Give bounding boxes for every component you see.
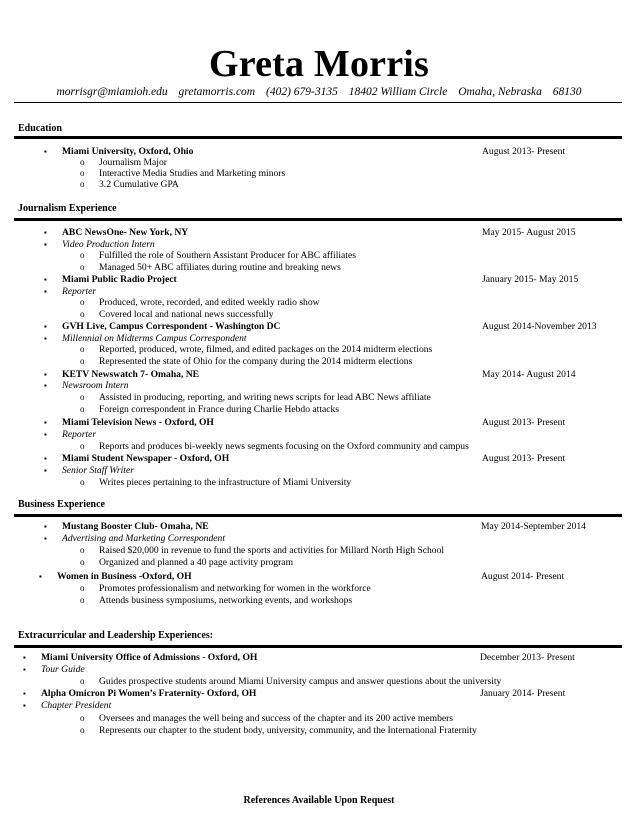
item-text: Journalism Major [99, 157, 167, 168]
item-text: Represented the state of Ohio for the company during the 2014 midterm elections [99, 356, 413, 367]
list-item [0, 700, 638, 711]
sub-list-item [0, 344, 638, 355]
bullet-square-icon: ▪ [44, 381, 47, 390]
section-title: Journalism Experience [18, 203, 117, 214]
sub-list-item [0, 297, 638, 308]
section-title: Extracurricular and Leadership Experiences: [18, 630, 214, 641]
sub-list-item [0, 404, 638, 415]
list-item [0, 652, 638, 663]
bullet-square-icon: ▪ [23, 665, 26, 674]
item-text: Raised $20,000 in revenue to fund the sports and activities for Millard North High School [99, 545, 445, 556]
item-text: Senior Staff Writer [62, 465, 134, 476]
date-range: January 2014- Present [480, 688, 566, 699]
item-text: Managed 50+ ABC affiliates during routine and breaking news [99, 262, 341, 273]
bullet-square-icon: ▪ [23, 701, 26, 710]
item-text: Video Production Intern [62, 239, 155, 250]
sub-list-item [0, 713, 638, 724]
list-item [0, 286, 638, 297]
section-rule [14, 218, 622, 221]
list-item [0, 533, 638, 544]
date-range: May 2014-September 2014 [481, 521, 586, 532]
bullet-circle-icon: o [80, 262, 85, 272]
list-item [0, 688, 638, 699]
sub-list-item [0, 392, 638, 403]
date-range: August 2014-November 2013 [482, 321, 597, 332]
item-text: Miami University Office of Admissions - Oxford, OH [41, 652, 258, 663]
item-text: Promotes professionalism and networking for women in the workforce [99, 583, 371, 594]
date-range: May 2015- August 2015 [482, 227, 576, 238]
sub-list-item [0, 595, 638, 606]
sub-list-item [0, 250, 638, 261]
sub-list-item [0, 168, 638, 179]
list-item [0, 521, 638, 532]
sub-list-item [0, 179, 638, 190]
bullet-square-icon: ▪ [39, 572, 42, 581]
contact-line [0, 86, 638, 99]
item-text: Reporter [62, 286, 97, 297]
item-text: Guides prospective students around Miami University campus and answer questions about the university [99, 676, 502, 687]
bullet-square-icon: ▪ [44, 454, 47, 463]
list-item [0, 664, 638, 675]
zip-code: 68130 [552, 86, 582, 98]
date-range: August 2013- Present [482, 417, 566, 428]
item-text: Tour Guide [41, 664, 85, 675]
sub-list-item [0, 157, 638, 168]
bullet-circle-icon: o [80, 477, 85, 487]
bullet-square-icon: ▪ [44, 418, 47, 427]
section-rule [14, 136, 622, 139]
website[interactable]: gretamorris.com [178, 86, 256, 98]
sub-list-item [0, 725, 638, 736]
bullet-circle-icon: o [80, 179, 85, 189]
bullet-square-icon: ▪ [44, 334, 47, 343]
bullet-circle-icon: o [80, 557, 85, 567]
bullet-circle-icon: o [80, 356, 85, 366]
list-item [0, 227, 638, 238]
list-item [0, 333, 638, 344]
item-text: Reported, produced, wrote, filmed, and edited packages on the 2014 midterm elections [99, 344, 433, 355]
bullet-circle-icon: o [80, 583, 85, 593]
sub-list-item [0, 309, 638, 320]
item-text: 3.2 Cumulative GPA [99, 179, 179, 190]
date-range: December 2013- Present [480, 652, 575, 663]
item-text: Foreign correspondent in France during Charlie Hebdo attacks [99, 404, 340, 415]
bullet-square-icon: ▪ [44, 287, 47, 296]
item-text: KETV Newswatch 7- Omaha, NE [62, 369, 200, 380]
item-text: Attends business symposiums, networking events, and workshops [99, 595, 353, 606]
bullet-square-icon: ▪ [23, 689, 26, 698]
list-item [0, 417, 638, 428]
item-text: Writes pieces pertaining to the infrastructure of Miami University [99, 477, 352, 488]
header-divider [14, 102, 622, 103]
bullet-circle-icon: o [80, 250, 85, 260]
list-item [0, 465, 638, 476]
date-range: August 2013- Present [482, 453, 566, 464]
bullet-circle-icon: o [80, 676, 85, 686]
item-text: Chapter President [41, 700, 112, 711]
list-item [0, 380, 638, 391]
item-text: Fulfilled the role of Southern Assistant Producer for ABC affiliates [99, 250, 356, 261]
item-text: Mustang Booster Club- Omaha, NE [62, 521, 209, 532]
bullet-circle-icon: o [80, 392, 85, 402]
item-text: Produced, wrote, recorded, and edited weekly radio show [99, 297, 320, 308]
sub-list-item [0, 262, 638, 273]
item-text: Miami University, Oxford, Ohio [62, 146, 194, 157]
item-text: Oversees and manages the well being and success of the chapter and its 200 active members [99, 713, 454, 724]
item-text: Newsroom Intern [62, 380, 129, 391]
bullet-square-icon: ▪ [44, 228, 47, 237]
item-text: Organized and planned a 40 page activity program [99, 557, 294, 568]
sub-list-item [0, 676, 638, 687]
item-text: Alpha Omicron Pi Women’s Fraternity- Oxford, OH [41, 688, 257, 699]
bullet-circle-icon: o [80, 297, 85, 307]
email[interactable]: morrisgr@miamioh.edu [56, 86, 168, 98]
section-rule [14, 645, 622, 648]
bullet-circle-icon: o [80, 545, 85, 555]
date-range: May 2014- August 2014 [482, 369, 576, 380]
item-text: Covered local and national news successfully [99, 309, 274, 320]
phone: (402) 679-3135 [265, 86, 338, 98]
bullet-circle-icon: o [80, 309, 85, 319]
list-item [0, 321, 638, 332]
bullet-square-icon: ▪ [44, 147, 47, 156]
sub-list-item [0, 356, 638, 367]
list-item [0, 571, 638, 582]
sub-list-item [0, 545, 638, 556]
date-range: January 2015- May 2015 [482, 274, 579, 285]
item-text: Advertising and Marketing Correspondent [62, 533, 225, 544]
sub-list-item [0, 583, 638, 594]
bullet-square-icon: ▪ [44, 370, 47, 379]
sub-list-item [0, 441, 638, 452]
date-range: August 2014- Present [481, 571, 565, 582]
item-text: Millennial on Midterms Campus Correspondent [62, 333, 247, 344]
item-text: Reporter [62, 429, 97, 440]
bullet-circle-icon: o [80, 157, 85, 167]
list-item [0, 453, 638, 464]
bullet-circle-icon: o [80, 441, 85, 451]
section-title: Education [18, 123, 62, 134]
bullet-circle-icon: o [80, 168, 85, 178]
bullet-square-icon: ▪ [44, 240, 47, 249]
city-state: Omaha, Nebraska [458, 86, 542, 98]
section-title: Business Experience [18, 499, 105, 510]
bullet-square-icon: ▪ [23, 653, 26, 662]
item-text: Assisted in producing, reporting, and writing news scripts for lead ABC News affiliate [99, 392, 431, 403]
item-text: Reports and produces bi-weekly news segments focusing on the Oxford community and campus [99, 441, 469, 452]
section-rule [14, 514, 622, 517]
bullet-circle-icon: o [80, 725, 85, 735]
bullet-circle-icon: o [80, 404, 85, 414]
list-item [0, 146, 638, 157]
references-note: References Available Upon Request [243, 795, 395, 806]
sub-list-item [0, 557, 638, 568]
item-text: Miami Student Newspaper - Oxford, OH [62, 453, 230, 464]
bullet-square-icon: ▪ [44, 466, 47, 475]
bullet-square-icon: ▪ [44, 534, 47, 543]
bullet-square-icon: ▪ [44, 430, 47, 439]
bullet-circle-icon: o [80, 595, 85, 605]
candidate-name: Greta Morris [208, 43, 430, 85]
item-text: ABC NewsOne- New York, NY [62, 227, 189, 238]
bullet-circle-icon: o [80, 344, 85, 354]
bullet-square-icon: ▪ [44, 322, 47, 331]
bullet-square-icon: ▪ [44, 522, 47, 531]
item-text: Miami Television News - Oxford, OH [62, 417, 214, 428]
street-address: 18402 William Circle [348, 86, 448, 98]
bullet-square-icon: ▪ [44, 275, 47, 284]
bullet-circle-icon: o [80, 713, 85, 723]
item-text: Women in Business -Oxford, OH [57, 571, 192, 582]
item-text: Represents our chapter to the student body, university, community, and the International Fraternity [99, 725, 477, 736]
list-item [0, 239, 638, 250]
sub-list-item [0, 477, 638, 488]
item-text: Interactive Media Studies and Marketing minors [99, 168, 286, 179]
list-item [0, 369, 638, 380]
list-item [0, 429, 638, 440]
list-item [0, 274, 638, 285]
item-text: GVH Live, Campus Correspondent - Washington DC [62, 321, 281, 332]
item-text: Miami Public Radio Project [62, 274, 177, 285]
date-range: August 2013- Present [482, 146, 566, 157]
